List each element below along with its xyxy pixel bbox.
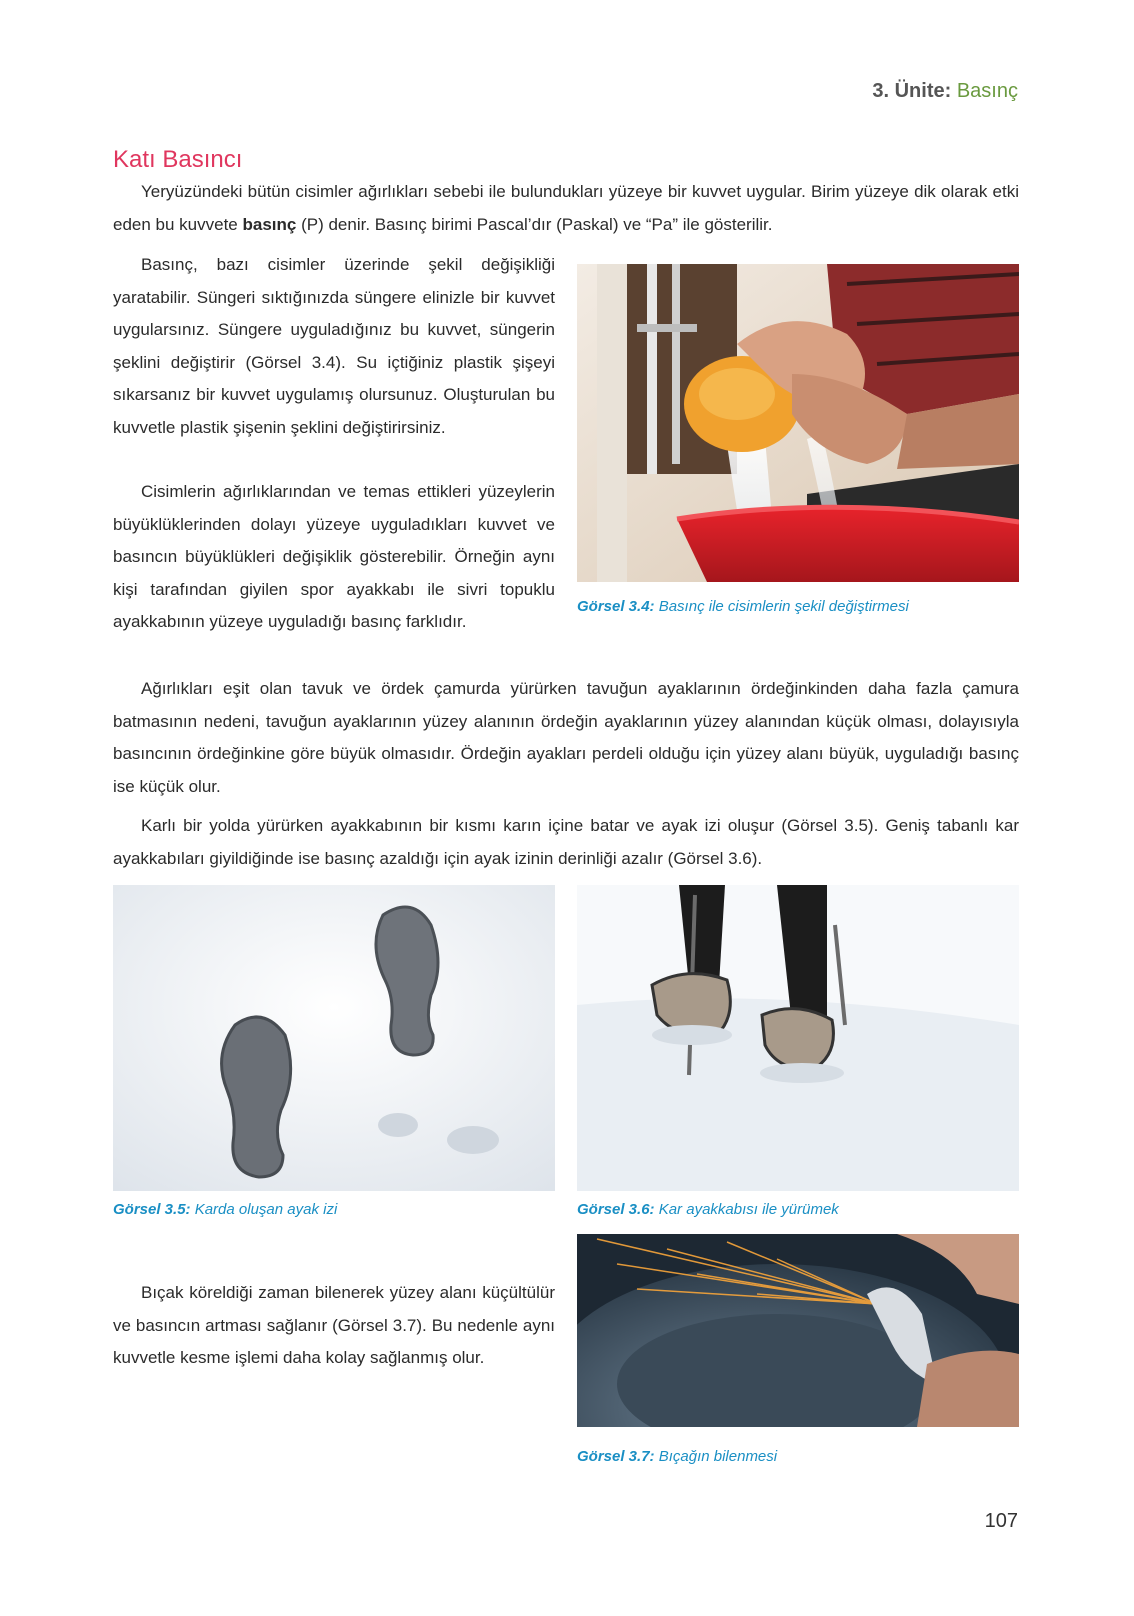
photo-sponge-squeeze <box>577 264 1019 582</box>
sponge-illustration <box>577 264 1019 582</box>
caption-text: Karda oluşan ayak izi <box>190 1201 338 1218</box>
p1-text-end: (P) denir. Basınç birimi Pascal’dır (Paskal) ve “Pa” ile gösterilir. <box>296 214 773 234</box>
paragraph-2: Basınç, bazı cisimler üzerinde şekil değişikliği yaratabilir. Süngeri sıktığınızda süngere elinizle bir kuvvet uygularsınız. Süngere uyguladığınız bu kuvvet, süngerin şeklini değiştirir (Görsel 3.4). Su içtiğiniz plastik şişeyi sıkarsanız bir kuvvet uygulamış olursunuz. Oluşturulan bu kuvvetle plastik şişenin şeklini değiştirirsiniz. <box>113 255 555 437</box>
caption-gorsel-3-5 <box>113 1201 337 1218</box>
caption-id: Görsel 3.6: <box>577 1201 655 1218</box>
caption-id: Görsel 3.4: <box>577 598 655 615</box>
caption-text: Basınç ile cisimlerin şekil değiştirmesi <box>654 598 909 615</box>
photo-snowshoe-walk <box>577 885 1019 1191</box>
p1-term-basinc: basınç <box>242 214 297 234</box>
knife-sharpening-illustration <box>577 1234 1019 1427</box>
caption-id: Görsel 3.5: <box>113 1201 191 1218</box>
caption-gorsel-3-4 <box>577 598 909 615</box>
paragraph-6: Bıçak köreldiği zaman bilenerek yüzey alanı küçültülür ve basıncın artması sağlanır (Görsel 3.7). Bu nedenle aynı kuvvetle kesme işlemi daha kolay sağlanmış olur. <box>113 1283 555 1367</box>
section-title: Katı Basıncı <box>113 146 243 173</box>
running-header <box>872 80 1018 103</box>
paragraph-5: Karlı bir yolda yürürken ayakkabının bir kısmı karın içine batar ve ayak izi oluşur (Görsel 3.5). Geniş tabanlı kar ayakkabıları giyildiğinde ise basınç azaldığı için ayak izinin derinliği azalır (Görsel 3.6). <box>113 816 1019 868</box>
unit-topic: Basınç <box>956 80 1018 102</box>
photo-knife-sharpening <box>577 1234 1019 1427</box>
caption-gorsel-3-6 <box>577 1201 839 1218</box>
paragraph-3: Cisimlerin ağırlıklarından ve temas ettikleri yüzeylerin büyüklüklerinden dolayı yüzeye uyguladıkları kuvvet ve basıncın büyüklükleri değişiklik gösterebilir. Örneğin aynı kişi tarafından giyilen spor ayakkabı ile sivri topuklu ayakkabının yüzeye uyguladığı basınç farklıdır. <box>113 482 555 631</box>
caption-id: Görsel 3.7: <box>577 1448 655 1465</box>
p1-text-start: Yeryüzündeki bütün cisimler ağırlıkları sebebi ile bulundukları yüzeye bir kuvvet uygular. Birim yüzeye dik olarak etki eden bu kuvvete <box>113 182 1019 234</box>
photo-footprints-in-snow <box>113 885 555 1191</box>
unit-label: 3. Ünite: <box>872 80 952 102</box>
caption-text: Bıçağın bilenmesi <box>654 1448 778 1465</box>
footprints-illustration <box>113 885 555 1191</box>
paragraph-1 <box>113 176 1019 241</box>
caption-text: Kar ayakkabısı ile yürümek <box>654 1201 839 1218</box>
caption-gorsel-3-7 <box>577 1448 777 1465</box>
snowshoe-illustration <box>577 885 1019 1191</box>
paragraph-4: Ağırlıkları eşit olan tavuk ve ördek çamurda yürürken tavuğun ayaklarının ördeğinkinden daha fazla çamura batmasının nedeni, tavuğun ayaklarının yüzey alanının ördeğin ayaklarının yüzey alanından küçük olması, dolayısıyla basıncının ördeğinkine göre büyük olmasıdır. Ördeğin ayakları perdeli olduğu için yüzey alanı büyük, uyguladığı basınç ise küçük olur. <box>113 679 1019 796</box>
page-number: 107 <box>984 1510 1018 1532</box>
